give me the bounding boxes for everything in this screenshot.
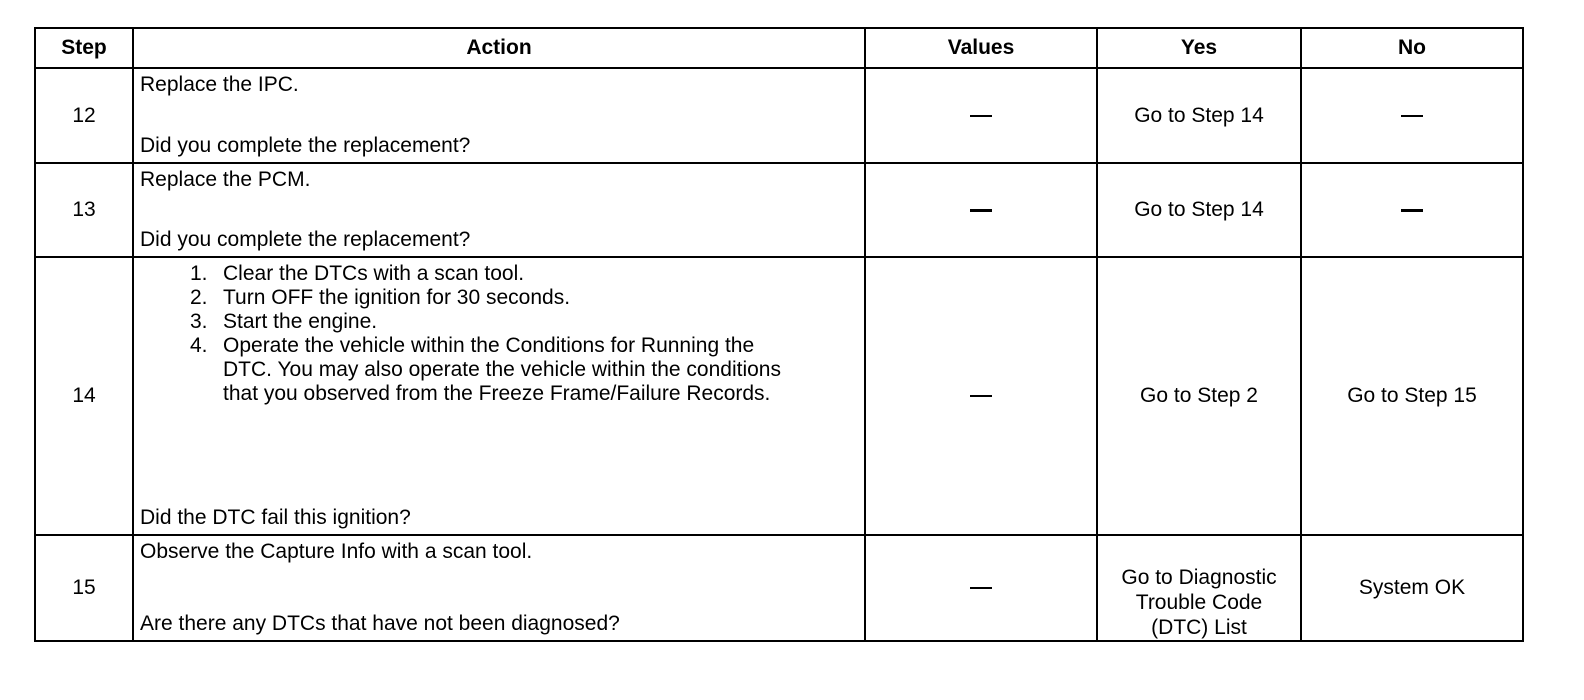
action-question: Did you complete the replacement? <box>140 228 471 251</box>
list-item: 3. Start the engine. <box>190 310 378 333</box>
action-instruction: Observe the Capture Info with a scan tool. <box>140 540 533 563</box>
header-row <box>35 28 1523 68</box>
yes-cell: Go to Step 14 <box>1097 68 1301 163</box>
header-step: Step <box>35 28 133 68</box>
list-item: 4. Operate the vehicle within the Conditions for Running the DTC. You may also operate the vehicle within the conditions that you observed from the Freeze Frame/Failure Records. <box>190 334 781 405</box>
no-cell <box>1301 68 1523 163</box>
list-item: 1. Clear the DTCs with a scan tool. <box>190 262 525 285</box>
dash-mark <box>970 115 992 117</box>
action-cell <box>133 68 865 163</box>
dash-mark <box>1401 209 1423 212</box>
diagnostic-table <box>34 27 1524 642</box>
yes-cell <box>1097 535 1301 641</box>
dash-mark <box>970 395 992 397</box>
step-number: 13 <box>35 163 133 257</box>
header-no: No <box>1301 28 1523 68</box>
header-yes: Yes <box>1097 28 1301 68</box>
values-cell <box>865 163 1097 257</box>
action-cell <box>133 257 865 535</box>
table-row <box>35 68 1523 163</box>
action-instruction: Replace the IPC. <box>140 73 299 96</box>
yes-line: (DTC) List <box>1151 616 1247 639</box>
dash-mark <box>970 587 992 589</box>
no-cell: Go to Step 15 <box>1301 257 1523 535</box>
values-cell <box>865 68 1097 163</box>
no-cell: System OK <box>1301 535 1523 641</box>
action-list <box>140 258 858 406</box>
action-instruction: Replace the PCM. <box>140 168 311 191</box>
action-cell <box>133 535 865 641</box>
step-number: 15 <box>35 535 133 641</box>
yes-line: Go to Diagnostic <box>1121 566 1277 589</box>
step-number: 12 <box>35 68 133 163</box>
action-cell <box>133 163 865 257</box>
yes-cell: Go to Step 14 <box>1097 163 1301 257</box>
action-question: Did you complete the replacement? <box>140 134 471 157</box>
header-action: Action <box>133 28 865 68</box>
table-row <box>35 257 1523 535</box>
yes-line: Trouble Code <box>1135 591 1263 614</box>
step-number: 14 <box>35 257 133 535</box>
list-item: 2. Turn OFF the ignition for 30 seconds. <box>190 286 571 309</box>
table-row <box>35 163 1523 257</box>
values-cell <box>865 257 1097 535</box>
dash-mark <box>970 209 992 212</box>
yes-cell: Go to Step 2 <box>1097 257 1301 535</box>
action-question: Did the DTC fail this ignition? <box>140 506 411 529</box>
no-cell <box>1301 163 1523 257</box>
action-question: Are there any DTCs that have not been diagnosed? <box>140 612 620 635</box>
values-cell <box>865 535 1097 641</box>
header-values: Values <box>865 28 1097 68</box>
dash-mark <box>1401 115 1423 117</box>
table-row <box>35 535 1523 641</box>
